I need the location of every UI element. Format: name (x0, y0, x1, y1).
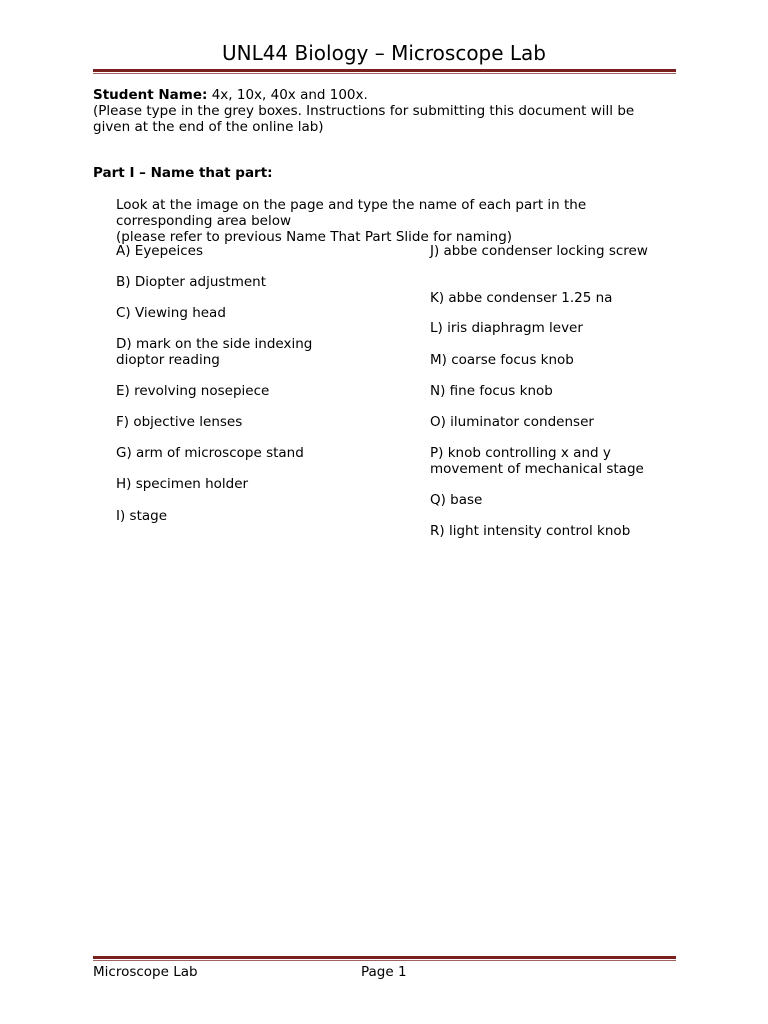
student-name-line (93, 87, 683, 103)
part-item-d-continued[interactable]: dioptor reading (116, 352, 220, 368)
instructions-note-line2: given at the end of the online lab) (93, 119, 324, 135)
student-name-section (93, 87, 683, 135)
part-item-c[interactable]: C) Viewing head (116, 305, 226, 321)
header-rule (93, 69, 676, 74)
part-item-q[interactable]: Q) base (430, 492, 483, 508)
part-item-e[interactable]: E) revolving nosepiece (116, 383, 270, 399)
footer-page-number: Page 1 (361, 964, 407, 980)
part-item-i[interactable]: I) stage (116, 508, 168, 524)
student-name-label: Student Name: (93, 87, 208, 103)
part-item-p-continued[interactable]: movement of mechanical stage (430, 461, 644, 477)
part-item-m[interactable]: M) coarse focus knob (430, 352, 574, 368)
footer-rule (93, 956, 676, 961)
part1-heading: Part I – Name that part: (93, 165, 273, 181)
part-item-h[interactable]: H) specimen holder (116, 476, 249, 492)
instruction-line: Look at the image on the page and type the name of each part in the (116, 197, 587, 213)
part-item-r[interactable]: R) light intensity control knob (430, 523, 631, 539)
student-name-value[interactable]: 4x, 10x, 40x and 100x. (207, 87, 368, 103)
part-item-b[interactable]: B) Diopter adjustment (116, 274, 267, 290)
part-item-n[interactable]: N) fine focus knob (430, 383, 553, 399)
part-item-p[interactable]: P) knob controlling x and y (430, 445, 611, 461)
part-item-k[interactable]: K) abbe condenser 1.25 na (430, 290, 613, 306)
part-item-o[interactable]: O) iluminator condenser (430, 414, 594, 430)
part-item-j[interactable]: J) abbe condenser locking screw (430, 243, 648, 259)
footer-title: Microscope Lab (93, 964, 198, 980)
part-item-a[interactable]: A) Eyepeices (116, 243, 204, 259)
part1-instructions (116, 197, 676, 245)
instructions-note-line1: (Please type in the grey boxes. Instructions for submitting this document will be (93, 103, 635, 119)
instruction-line: (please refer to previous Name That Part Slide for naming) (116, 229, 513, 245)
part-item-g[interactable]: G) arm of microscope stand (116, 445, 304, 461)
part-item-f[interactable]: F) objective lenses (116, 414, 243, 430)
instruction-line: corresponding area below (116, 213, 292, 229)
part-item-d[interactable]: D) mark on the side indexing (116, 336, 313, 352)
page-title: UNL44 Biology – Microscope Lab (221, 41, 547, 65)
part-item-l[interactable]: L) iris diaphragm lever (430, 320, 583, 336)
